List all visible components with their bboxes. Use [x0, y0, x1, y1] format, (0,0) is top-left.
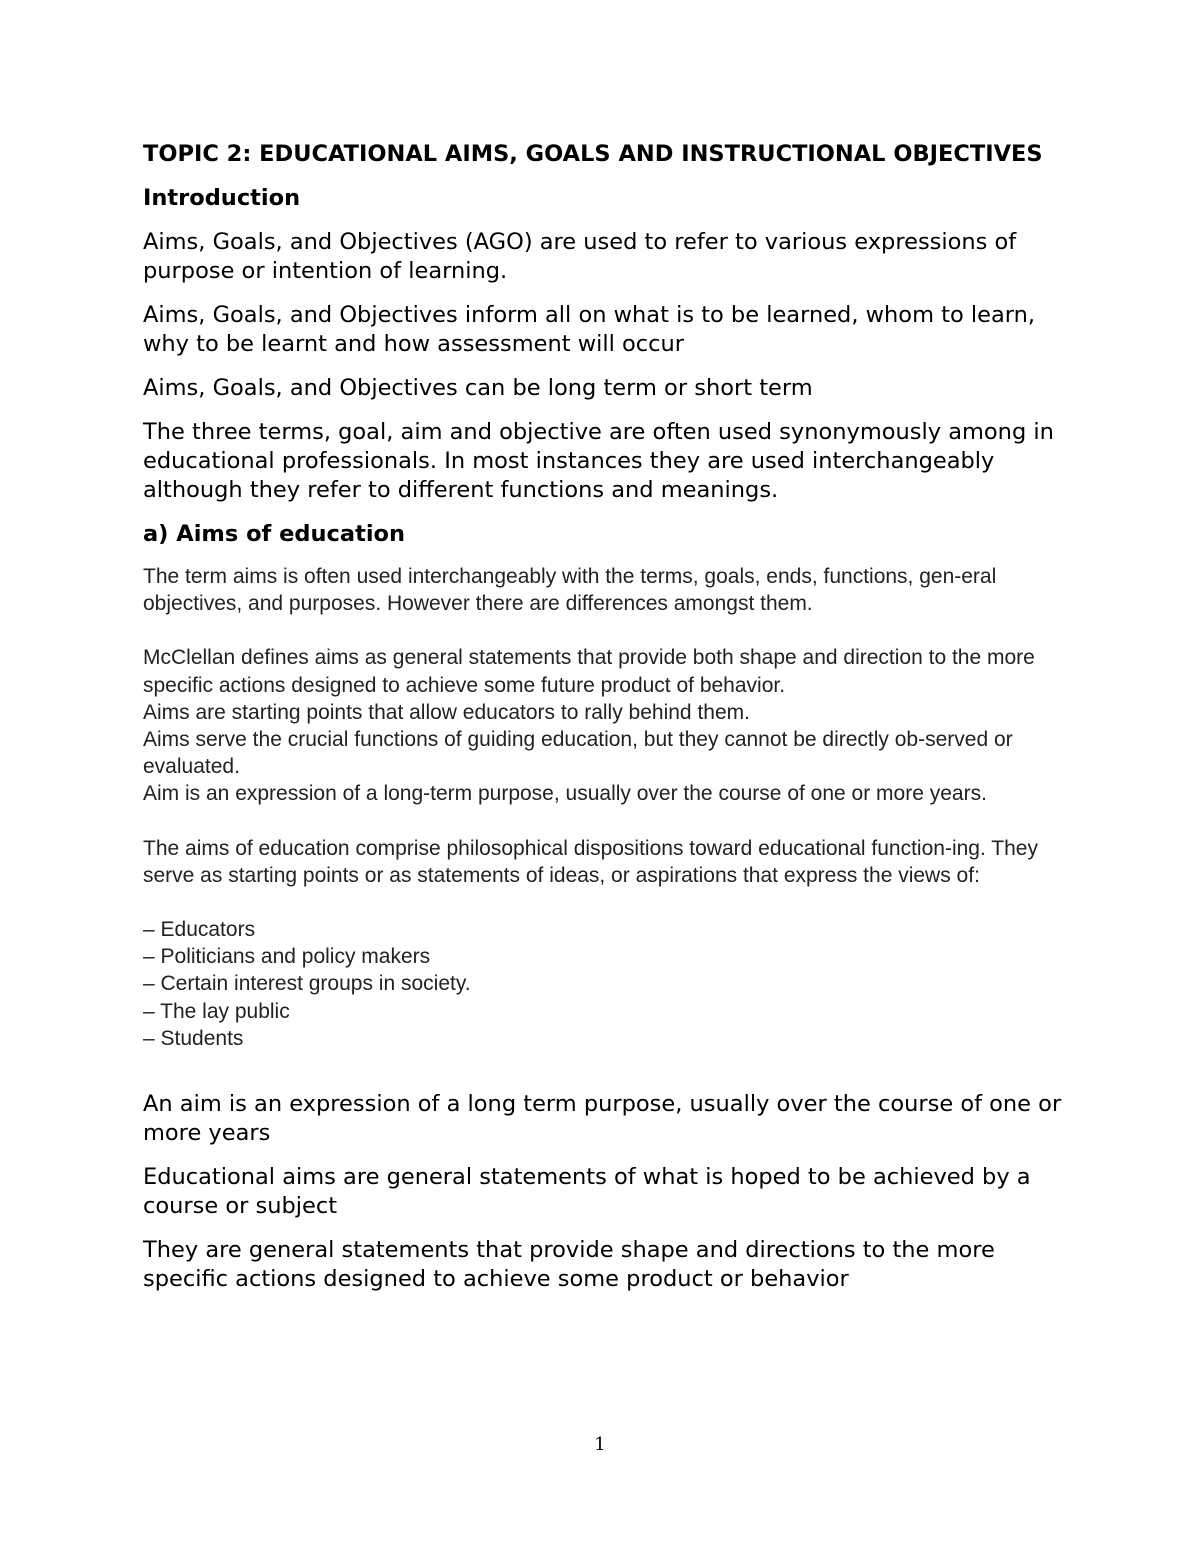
aims-line: Aim is an expression of a long-term purpose, usually over the course of one or more years.: [143, 782, 987, 806]
closing-paragraph: An aim is an expression of a long term purpose, usually over the course of one or more years: [143, 1091, 1062, 1147]
document-title: TOPIC 2: EDUCATIONAL AIMS, GOALS AND INSTRUCTIONAL OBJECTIVES: [143, 141, 1043, 167]
list-item: – Certain interest groups in society.: [143, 972, 471, 996]
list-item: – Politicians and policy makers: [143, 945, 431, 969]
aims-line: Aims are starting points that allow educators to rally behind them.: [143, 700, 750, 724]
aims-line: Aims serve the crucial functions of guiding education, but they cannot be directly ob-served or evaluated.: [143, 728, 1013, 779]
intro-paragraph: The three terms, goal, aim and objective are often used synonymously among in educational professionals. In most instances they are used interchangeably although they refer to different functions and meanings.: [143, 419, 1054, 503]
section-a-heading: a) Aims of education: [143, 521, 406, 547]
closing-paragraph: They are general statements that provide shape and directions to the more specific actions designed to achieve some product or behavior: [143, 1237, 995, 1293]
closing-paragraph: Educational aims are general statements of what is hoped to be achieved by a course or subject: [143, 1164, 1031, 1220]
intro-paragraph: Aims, Goals, and Objectives can be long term or short term: [143, 375, 813, 401]
introduction-heading: Introduction: [143, 185, 301, 211]
aims-paragraph: The term aims is often used interchangeably with the terms, goals, ends, functions, gen-eral objectives, and purposes. However there are differences amongst them.: [143, 565, 997, 616]
intro-paragraph: Aims, Goals, and Objectives inform all on what is to be learned, whom to learn, why to be learnt and how assessment will occur: [143, 302, 1036, 357]
list-item: – The lay public: [143, 999, 290, 1023]
list-item: – Educators: [143, 918, 256, 942]
list-item: – Students: [143, 1026, 244, 1050]
document-page: [143, 140, 1063, 1309]
page-number: 1: [594, 1434, 606, 1455]
aims-paragraph: The aims of education comprise philosophical dispositions toward educational function-ing. They serve as starting points or as statements of ideas, or aspirations that express the views of:: [143, 836, 1038, 887]
aims-body: [143, 563, 1063, 1052]
aims-line: McClellan defines aims as general statements that provide both shape and direction to the more specific actions designed to achieve some future product of behavior.: [143, 646, 1035, 697]
intro-paragraph: Aims, Goals, and Objectives (AGO) are used to refer to various expressions of purpose or intention of learning.: [143, 229, 1017, 284]
views-list: [143, 916, 1063, 1052]
